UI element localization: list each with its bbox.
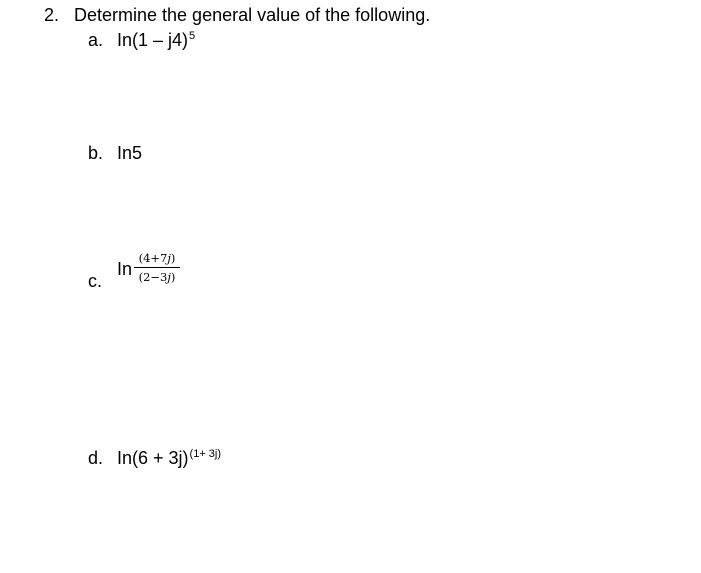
item-b <box>88 142 142 164</box>
item-c-label: c. <box>88 271 103 291</box>
item-c-ln: In <box>117 259 133 279</box>
item-a-label: a. <box>88 30 104 50</box>
item-d <box>88 447 221 472</box>
item-c-fraction <box>132 250 182 285</box>
item-c-denominator: (2−3𝑗) <box>138 270 176 284</box>
item-a-exponent: 5 <box>189 30 196 42</box>
item-c-numerator: (4+7𝑗) <box>138 251 176 265</box>
item-d-exponent: (1+ 3j) <box>189 448 222 460</box>
item-b-label: b. <box>88 143 104 163</box>
item-b-expression: In5 <box>117 143 143 163</box>
item-a-expression: In(1 – j4) <box>117 30 189 50</box>
question-text: Determine the general value of the following. <box>74 5 431 25</box>
item-d-expression: In(6 + 3j) <box>117 448 189 468</box>
question-heading <box>44 4 430 26</box>
item-a <box>88 29 195 54</box>
question-number: 2. <box>44 5 60 25</box>
item-d-label: d. <box>88 448 104 468</box>
